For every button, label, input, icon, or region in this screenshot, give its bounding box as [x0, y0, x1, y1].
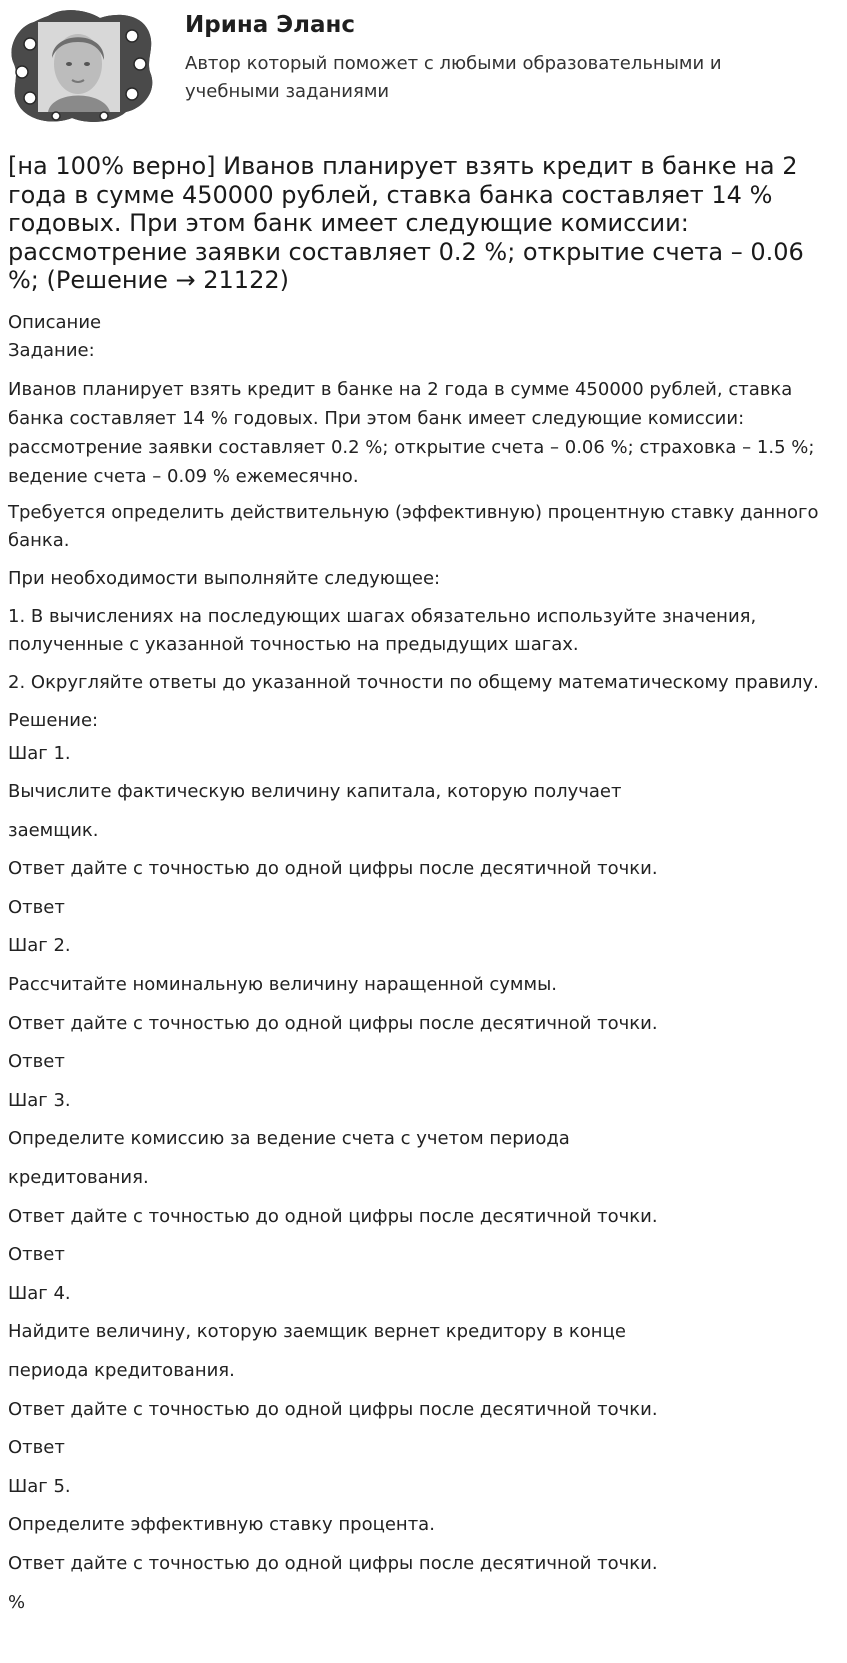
- step-text: Определите комиссию за ведение счета с учетом периода: [8, 1128, 570, 1150]
- step-3: [8, 1082, 838, 1275]
- step-1: [8, 735, 838, 928]
- step-title: Шаг 1.: [8, 742, 71, 764]
- task-text: Иванов планирует взять кредит в банке на 2 года в сумме 450000 рублей, ставка банка составляет 14 % годовых. При этом банк имеет следующие комиссии: рассмотрение заявки составляет 0.2 %; открытие счета – 0.06 %; страховка – 1.5 %; ведение счета – 0.09 % ежемесячно.: [8, 378, 815, 487]
- step-precision: Ответ дайте с точностью до одной цифры после десятичной точки.: [8, 1012, 658, 1034]
- note-1: 1. В вычислениях на последующих шагах обязательно используйте значения, полученные с указанной точностью на предыдущих шагах.: [8, 605, 757, 655]
- step-5: [8, 1468, 838, 1622]
- step-text: периода кредитования.: [8, 1360, 235, 1381]
- step-text: Определите эффективную ставку процента.: [8, 1514, 435, 1536]
- author-block: [0, 0, 847, 136]
- step-title: Шаг 4.: [8, 1282, 71, 1304]
- step-answer-label: %: [8, 1591, 26, 1613]
- author-name[interactable]: Ирина Эланс: [185, 12, 356, 38]
- step-answer-label: Ответ: [8, 1051, 65, 1073]
- task-label: Задание:: [8, 339, 95, 361]
- description-label: Описание: [8, 311, 102, 333]
- step-text: Рассчитайте номинальную величину наращенной суммы.: [8, 974, 558, 996]
- author-description: Автор который поможет с любыми образовательными и учебными заданиями: [185, 53, 722, 102]
- step-precision: Ответ дайте с точностью до одной цифры после десятичной точки.: [8, 1552, 658, 1574]
- step-4: [8, 1275, 838, 1468]
- step-precision: Ответ дайте с точностью до одной цифры после десятичной точки.: [8, 1398, 658, 1420]
- requirement-text: Требуется определить действительную (эффективную) процентную ставку данного банка.: [8, 501, 819, 551]
- step-text: Найдите величину, которую заемщик вернет кредитору в конце: [8, 1321, 626, 1343]
- content: [8, 309, 838, 1623]
- step-answer-label: Ответ: [8, 1244, 65, 1266]
- step-title: Шаг 2.: [8, 935, 71, 957]
- step-precision: Ответ дайте с точностью до одной цифры после десятичной точки.: [8, 858, 658, 880]
- note-2: 2. Округляйте ответы до указанной точности по общему математическому правилу.: [8, 671, 819, 693]
- step-title: Шаг 5.: [8, 1475, 71, 1497]
- if-needed-text: При необходимости выполняйте следующее:: [8, 567, 441, 589]
- step-title: Шаг 3.: [8, 1089, 71, 1111]
- page-title: [на 100% верно] Иванов планирует взять кредит в банке на 2 года в сумме 450000 рублей, ставка банка составляет 14 % годовых. При этом банк имеет следующие комиссии: рассмотрение заявки составляет 0.2 %; открытие счета – 0.06 %; (Решение → 21122): [8, 152, 804, 294]
- step-text: кредитования.: [8, 1167, 149, 1189]
- step-text: заемщик.: [8, 819, 99, 841]
- step-answer-label: Ответ: [8, 1437, 65, 1459]
- step-answer-label: Ответ: [8, 896, 65, 918]
- step-2: [8, 927, 838, 1081]
- solution-label: Решение:: [8, 709, 99, 731]
- step-precision: Ответ дайте с точностью до одной цифры после десятичной точки.: [8, 1205, 658, 1227]
- step-text: Вычислите фактическую величину капитала, которую получает: [8, 781, 622, 803]
- author-avatar[interactable]: [8, 8, 154, 126]
